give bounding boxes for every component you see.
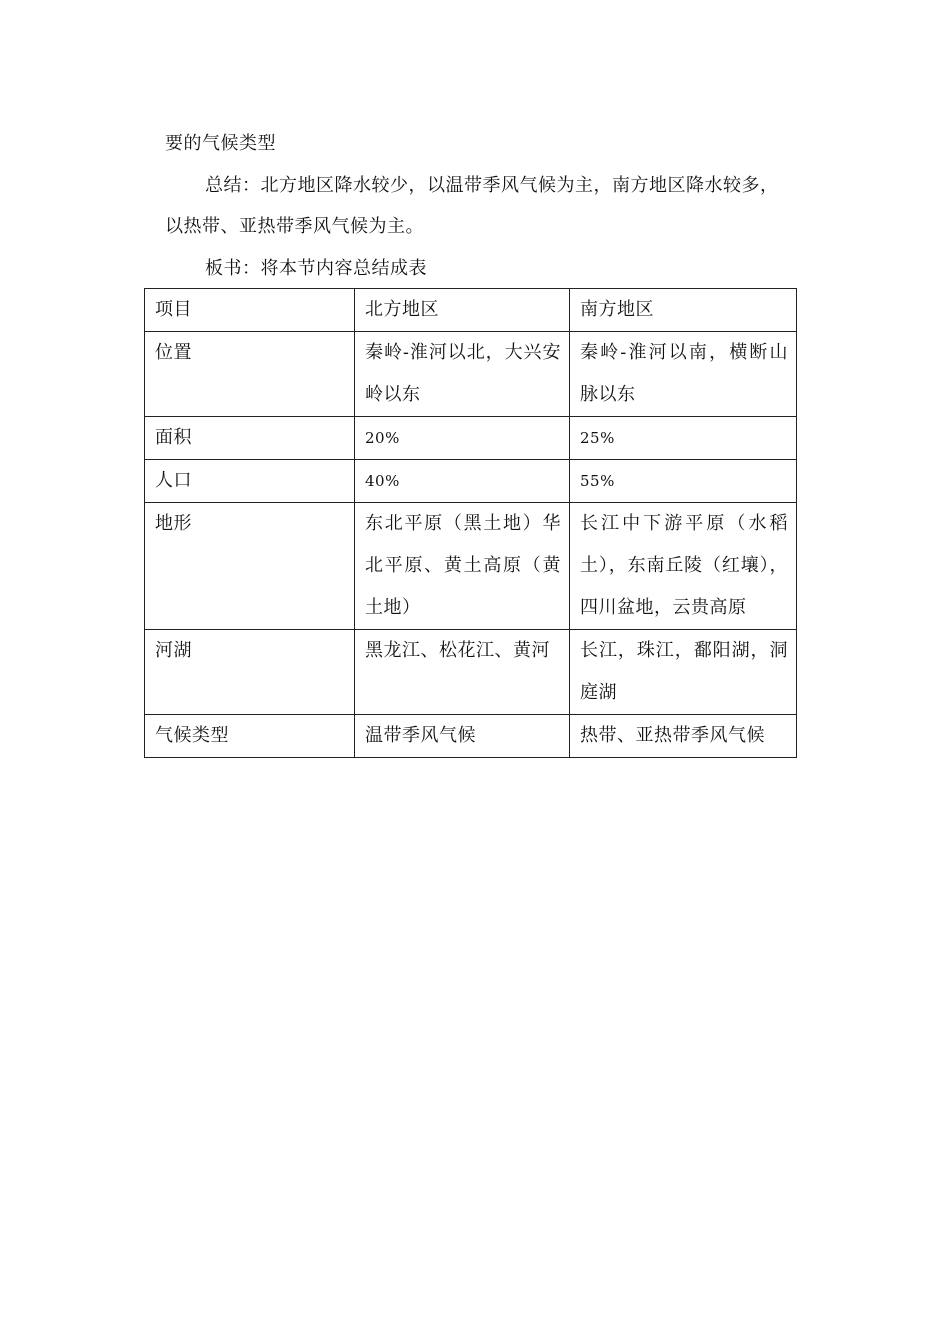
row-north: 秦岭-淮河以北，大兴安岭以东 (355, 332, 570, 417)
row-north: 40% (355, 460, 570, 503)
row-south: 热带、亚热带季风气候 (570, 715, 797, 758)
row-south: 长江中下游平原（水稻土），东南丘陵（红壤），四川盆地，云贵高原 (570, 503, 797, 630)
row-south: 55% (570, 460, 797, 503)
row-north: 20% (355, 417, 570, 460)
table-row (145, 630, 797, 715)
row-south: 秦岭-淮河以南，横断山脉以东 (570, 332, 797, 417)
table-row (145, 332, 797, 417)
row-item: 地形 (145, 503, 355, 630)
table-row (145, 417, 797, 460)
row-item: 气候类型 (145, 715, 355, 758)
board-note: 板书：将本节内容总结成表 (205, 258, 427, 279)
table-header-row (145, 289, 797, 332)
table-row (145, 460, 797, 503)
row-item: 河湖 (145, 630, 355, 715)
row-item: 位置 (145, 332, 355, 417)
row-north: 温带季风气候 (355, 715, 570, 758)
summary-paragraph-line-1: 总结：北方地区降水较少，以温带季风气候为主，南方地区降水较多， (205, 175, 779, 196)
row-north: 黑龙江、松花江、黄河 (355, 630, 570, 715)
row-north: 东北平原（黑土地）华北平原、黄土高原（黄土地） (355, 503, 570, 630)
row-south: 长江，珠江，鄱阳湖，洞庭湖 (570, 630, 797, 715)
text-line-continuation: 要的气候类型 (165, 133, 276, 154)
row-item: 人口 (145, 460, 355, 503)
row-south: 25% (570, 417, 797, 460)
row-item: 面积 (145, 417, 355, 460)
header-north: 北方地区 (355, 289, 570, 332)
summary-paragraph-line-2: 以热带、亚热带季风气候为主。 (165, 216, 424, 237)
comparison-table (144, 288, 797, 758)
header-item: 项目 (145, 289, 355, 332)
header-south: 南方地区 (570, 289, 797, 332)
table-row (145, 715, 797, 758)
table-row (145, 503, 797, 630)
